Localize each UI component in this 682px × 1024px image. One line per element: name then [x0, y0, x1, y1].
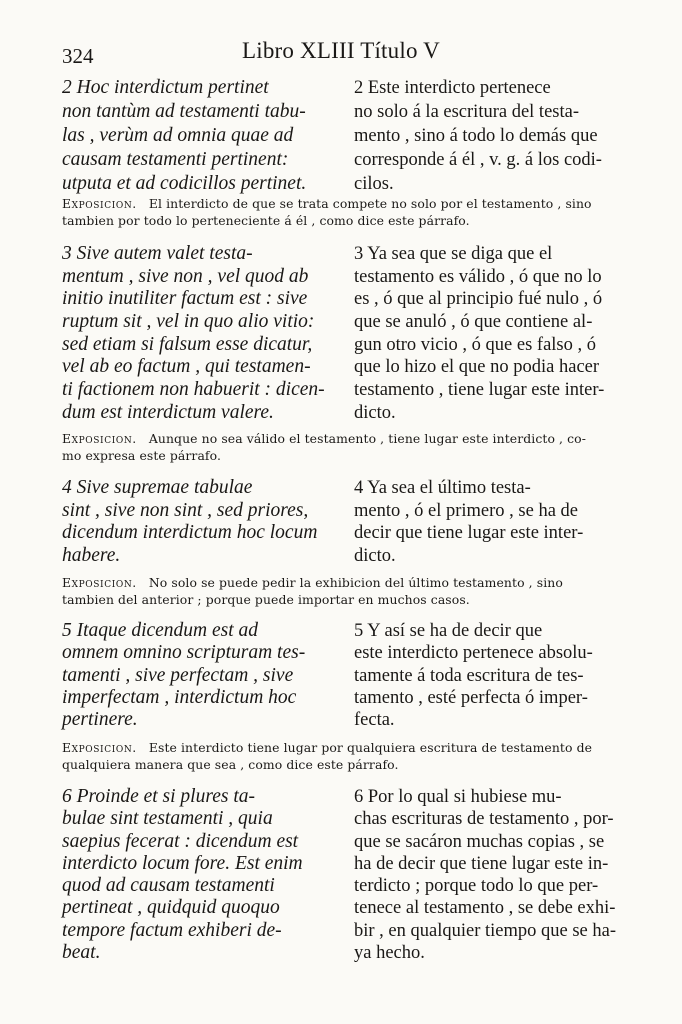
- spanish-text: [354, 477, 622, 567]
- exposicion-note: [62, 430, 632, 464]
- text-line: decir que tiene lugar este inter-: [354, 523, 584, 543]
- text-line: [62, 430, 632, 447]
- text-line: 4 Sive supremae tabulae: [62, 477, 253, 498]
- text-line: 2 Hoc interdictum pertinet: [62, 77, 269, 98]
- text-line: 4 Ya sea el último testa-: [354, 478, 531, 498]
- text-line: que se anuló , ó que contiene al-: [354, 312, 593, 333]
- text-line: ha de decir que tiene lugar este in-: [354, 853, 609, 874]
- exposicion-text: No solo se puede pedir la exhibicion del último testamento , sino: [148, 575, 563, 590]
- text-line: mo expresa este párrafo.: [62, 448, 222, 463]
- text-line: tambien por todo lo perteneciente á él , como dice este párrafo.: [62, 213, 470, 228]
- text-line: cilos.: [354, 174, 394, 194]
- text-line: fecta.: [354, 710, 395, 731]
- text-line: pertineat , quidquid quoquo: [62, 897, 280, 919]
- exposicion-text: Este interdicto tiene lugar por qualquiera escritura de testamento de: [148, 740, 593, 755]
- text-line: qualquiera manera que sea , como dice este párrafo.: [62, 757, 399, 772]
- text-line: que se sacáron muchas copias , se: [354, 831, 605, 852]
- page-number: 324: [62, 44, 94, 68]
- text-line: [62, 195, 632, 212]
- spanish-text: [354, 76, 622, 196]
- exposicion-label: Exposicion.: [62, 431, 137, 446]
- latin-text: [62, 477, 336, 567]
- text-line: dicendum interdictum hoc locum: [62, 522, 318, 543]
- latin-text: [62, 620, 336, 731]
- exposicion-note: [62, 574, 632, 608]
- text-line: 3 Sive autem valet testa-: [62, 243, 253, 264]
- text-line: tamento , esté perfecta ó imper-: [354, 687, 588, 708]
- text-line: tenece al testamento , se debe exhi-: [354, 898, 616, 919]
- running-title: Libro XLIII Título V: [242, 38, 440, 63]
- text-line: sed etiam si falsum esse dicatur,: [62, 333, 313, 355]
- text-line: gun otro vicio , ó que es falso , ó: [354, 334, 596, 355]
- latin-text: [62, 243, 336, 425]
- text-line: habere.: [62, 544, 121, 566]
- text-line: mento , sino á todo lo demás que: [354, 126, 598, 146]
- page-header: [0, 38, 682, 68]
- latin-text: [62, 76, 336, 196]
- exposicion-label: Exposicion.: [62, 575, 137, 590]
- text-line: utputa et ad codicillos pertinet.: [62, 173, 307, 194]
- text-line: [62, 739, 632, 756]
- text-line: mentum , sive non , vel quod ab: [62, 265, 309, 287]
- spanish-text: [354, 786, 622, 964]
- text-line: causam testamenti pertinent:: [62, 149, 289, 170]
- exposicion-text: El interdicto de que se trata compete no solo por el testamento , sino: [148, 196, 592, 211]
- text-line: ya hecho.: [354, 943, 425, 964]
- text-line: no solo á la escritura del testa-: [354, 102, 579, 122]
- text-line: saepius fecerat : dicendum est: [62, 830, 299, 852]
- text-line: corresponde á él , v. g. á los codi-: [354, 150, 602, 170]
- text-line: pertinere.: [62, 709, 138, 731]
- text-line: dicto.: [354, 545, 396, 566]
- exposicion-note: [62, 195, 632, 229]
- text-line: 6 Por lo qual si hubiese mu-: [354, 787, 562, 807]
- text-line: beat.: [62, 942, 101, 964]
- text-line: bir , en qualquier tiempo que se ha-: [354, 920, 616, 941]
- text-line: tamenti , sive perfectam , sive: [62, 664, 294, 686]
- text-line: sint , sive non sint , sed priores,: [62, 499, 309, 521]
- text-line: non tantùm ad testamenti tabu-: [62, 101, 306, 122]
- text-line: chas escrituras de testamento , por-: [354, 809, 614, 830]
- text-line: ruptum sit , vel in quo alio vitio:: [62, 311, 315, 333]
- text-line: 3 Ya sea que se diga que el: [354, 244, 553, 264]
- exposicion-text: Aunque no sea válido el testamento , tiene lugar este interdicto , co-: [148, 431, 587, 446]
- text-line: 5 Y así se ha de decir que: [354, 621, 543, 641]
- text-line: las , verùm ad omnia quae ad: [62, 125, 294, 146]
- exposicion-note: [62, 739, 632, 773]
- text-line: que lo hizo el que no podia hacer: [354, 357, 600, 378]
- text-line: [62, 574, 632, 591]
- text-line: dicto.: [354, 402, 396, 423]
- text-line: este interdicto pertenece absolu-: [354, 643, 593, 664]
- text-line: tempore factum exhiberi de-: [62, 919, 282, 941]
- text-line: terdicto ; porque todo lo que per-: [354, 876, 599, 897]
- text-line: interdicto locum fore. Est enim: [62, 852, 303, 874]
- spanish-text: [354, 620, 622, 731]
- text-line: initio inutiliter factum est : sive: [62, 288, 308, 310]
- text-line: dum est interdictum valere.: [62, 401, 274, 423]
- spanish-text: [354, 243, 622, 425]
- text-line: 5 Itaque dicendum est ad: [62, 620, 259, 641]
- text-line: mento , ó el primero , se ha de: [354, 500, 578, 521]
- exposicion-label: Exposicion.: [62, 196, 137, 211]
- text-line: bulae sint testamenti , quia: [62, 808, 273, 830]
- text-line: testamento , tiene lugar este inter-: [354, 380, 605, 401]
- text-line: es , ó que al principio fué nulo , ó: [354, 289, 603, 310]
- text-line: tamente á toda escritura de tes-: [354, 665, 584, 686]
- text-line: omnem omnino scripturam tes-: [62, 642, 306, 664]
- text-line: tambien del anterior ; porque puede importar en muchos casos.: [62, 592, 470, 607]
- text-line: 6 Proinde et si plures ta-: [62, 786, 255, 807]
- text-line: ti factionem non habuerit : dicen-: [62, 379, 325, 401]
- text-line: imperfectam , interdictum hoc: [62, 686, 297, 708]
- latin-text: [62, 786, 336, 964]
- text-line: 2 Este interdicto pertenece: [354, 78, 551, 98]
- exposicion-label: Exposicion.: [62, 740, 137, 755]
- text-line: quod ad causam testamenti: [62, 875, 275, 897]
- text-line: testamento es válido , ó que no lo: [354, 266, 602, 287]
- text-line: vel ab eo factum , qui testamen-: [62, 356, 311, 378]
